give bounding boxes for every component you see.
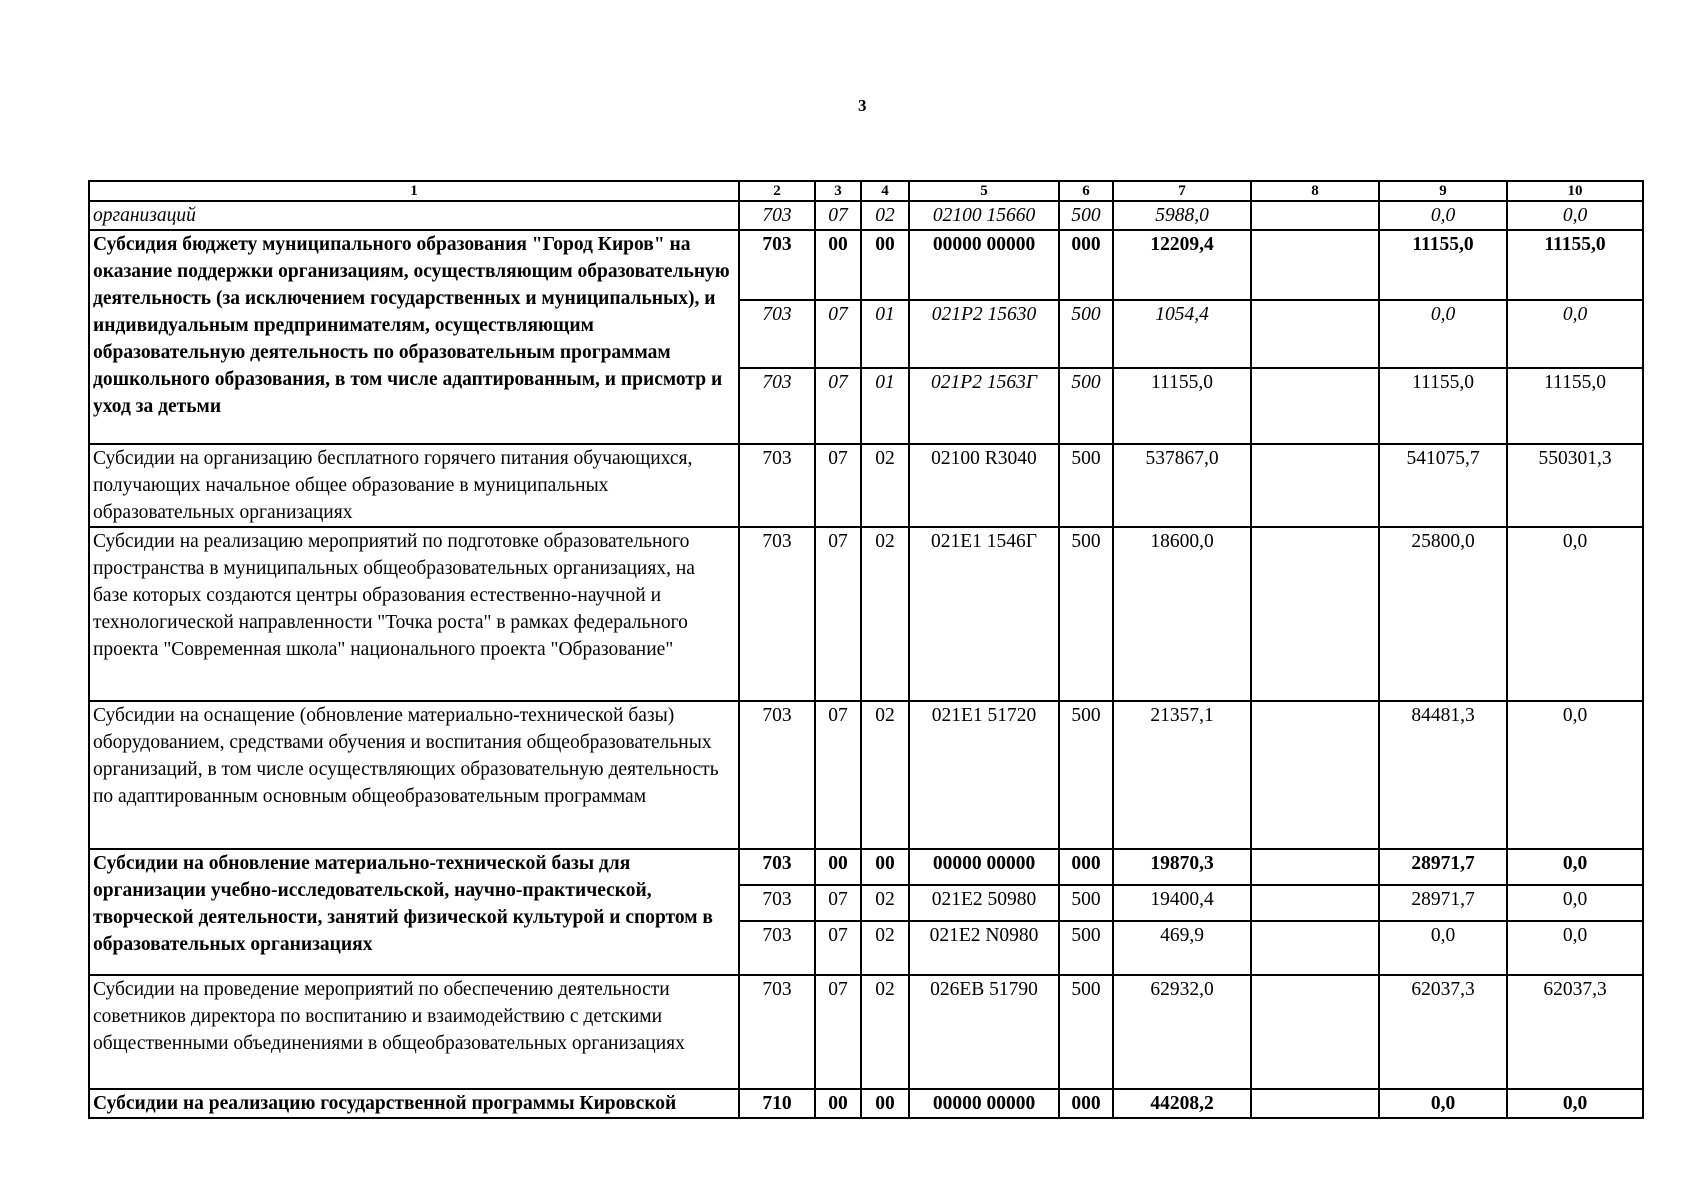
cell-col10: 550301,3 — [1507, 444, 1643, 527]
cell-col8 — [1251, 885, 1379, 921]
cell-col10: 62037,3 — [1507, 975, 1643, 1089]
cell-col4: 02 — [861, 444, 909, 527]
cell-col7: 19400,4 — [1113, 885, 1251, 921]
cell-col6: 000 — [1059, 849, 1113, 885]
cell-col4: 01 — [861, 300, 909, 368]
cell-col9: 0,0 — [1379, 300, 1507, 368]
cell-col8 — [1251, 975, 1379, 1089]
row-description: Субсидия бюджету муниципального образования "Город Киров" на оказание поддержки организациям, осуществляющим образовательную деятельность (за исключением государственных и муниципальных), и индивидуальным предпринимателям, осуществляющим образовательную деятельность по образовательным программам дошкольного образования, в том числе адаптированным, и присмотр и уход за детьми — [89, 230, 739, 444]
cell-col7: 21357,1 — [1113, 701, 1251, 849]
cell-col5: 021E2 N0980 — [909, 921, 1059, 975]
cell-col2: 703 — [739, 701, 815, 849]
cell-col3: 07 — [815, 527, 861, 701]
cell-col3: 00 — [815, 230, 861, 300]
cell-col4: 00 — [861, 1089, 909, 1118]
cell-col2: 703 — [739, 444, 815, 527]
cell-col8 — [1251, 230, 1379, 300]
column-header: 5 — [909, 181, 1059, 201]
cell-col4: 02 — [861, 201, 909, 230]
cell-col3: 07 — [815, 975, 861, 1089]
cell-col8 — [1251, 1089, 1379, 1118]
cell-col3: 07 — [815, 444, 861, 527]
cell-col9: 0,0 — [1379, 201, 1507, 230]
cell-col8 — [1251, 849, 1379, 885]
cell-col9: 11155,0 — [1379, 230, 1507, 300]
cell-col5: 021E1 51720 — [909, 701, 1059, 849]
table-row — [89, 1089, 1643, 1118]
cell-col2: 703 — [739, 849, 815, 885]
cell-col10: 0,0 — [1507, 701, 1643, 849]
cell-col4: 00 — [861, 849, 909, 885]
cell-col7: 5988,0 — [1113, 201, 1251, 230]
cell-col10: 11155,0 — [1507, 230, 1643, 300]
cell-col9: 62037,3 — [1379, 975, 1507, 1089]
cell-col9: 84481,3 — [1379, 701, 1507, 849]
cell-col10: 11155,0 — [1507, 368, 1643, 444]
table-row — [89, 849, 1643, 885]
cell-col3: 07 — [815, 300, 861, 368]
cell-col8 — [1251, 444, 1379, 527]
cell-col10: 0,0 — [1507, 1089, 1643, 1118]
column-header: 3 — [815, 181, 861, 201]
cell-col6: 000 — [1059, 230, 1113, 300]
cell-col3: 07 — [815, 921, 861, 975]
column-header: 6 — [1059, 181, 1113, 201]
cell-col6: 500 — [1059, 921, 1113, 975]
cell-col2: 703 — [739, 885, 815, 921]
cell-col3: 07 — [815, 368, 861, 444]
cell-col8 — [1251, 527, 1379, 701]
cell-col7: 18600,0 — [1113, 527, 1251, 701]
cell-col6: 500 — [1059, 975, 1113, 1089]
cell-col3: 07 — [815, 701, 861, 849]
column-header: 10 — [1507, 181, 1643, 201]
cell-col4: 02 — [861, 527, 909, 701]
cell-col9: 0,0 — [1379, 921, 1507, 975]
cell-col7: 537867,0 — [1113, 444, 1251, 527]
cell-col7: 62932,0 — [1113, 975, 1251, 1089]
cell-col8 — [1251, 201, 1379, 230]
table-row — [89, 701, 1643, 849]
column-header: 9 — [1379, 181, 1507, 201]
cell-col5: 00000 00000 — [909, 849, 1059, 885]
cell-col6: 500 — [1059, 701, 1113, 849]
column-header: 8 — [1251, 181, 1379, 201]
column-header: 1 — [89, 181, 739, 201]
cell-col9: 28971,7 — [1379, 849, 1507, 885]
cell-col7: 11155,0 — [1113, 368, 1251, 444]
row-description: Субсидии на реализацию мероприятий по подготовке образовательного пространства в муниципальных общеобразовательных организациях, на базе которых создаются центры образования естественно-научной и технологической направленности "Точка роста" в рамках федерального проекта "Современная школа" национального проекта "Образование" — [89, 527, 739, 701]
cell-col4: 02 — [861, 921, 909, 975]
cell-col9: 25800,0 — [1379, 527, 1507, 701]
cell-col10: 0,0 — [1507, 201, 1643, 230]
cell-col5: 02100 15660 — [909, 201, 1059, 230]
cell-col6: 500 — [1059, 444, 1113, 527]
cell-col7: 19870,3 — [1113, 849, 1251, 885]
budget-table — [88, 180, 1644, 1119]
page-number: 3 — [858, 96, 867, 115]
cell-col8 — [1251, 921, 1379, 975]
table-row — [89, 444, 1643, 527]
cell-col8 — [1251, 368, 1379, 444]
cell-col3: 00 — [815, 849, 861, 885]
cell-col2: 703 — [739, 201, 815, 230]
cell-col5: 00000 00000 — [909, 1089, 1059, 1118]
column-header: 2 — [739, 181, 815, 201]
row-description: Субсидии на реализацию государственной программы Кировской — [89, 1089, 739, 1118]
cell-col5: 00000 00000 — [909, 230, 1059, 300]
cell-col4: 01 — [861, 368, 909, 444]
column-header: 7 — [1113, 181, 1251, 201]
row-description: Субсидии на организацию бесплатного горячего питания обучающихся, получающих начальное общее образование в муниципальных образовательных организациях — [89, 444, 739, 527]
cell-col5: 021P2 15630 — [909, 300, 1059, 368]
cell-col3: 07 — [815, 201, 861, 230]
table-row — [89, 230, 1643, 300]
cell-col7: 12209,4 — [1113, 230, 1251, 300]
cell-col6: 500 — [1059, 368, 1113, 444]
cell-col2: 703 — [739, 368, 815, 444]
table-row — [89, 975, 1643, 1089]
cell-col2: 703 — [739, 230, 815, 300]
cell-col7: 469,9 — [1113, 921, 1251, 975]
cell-col5: 021P2 1563Г — [909, 368, 1059, 444]
cell-col6: 500 — [1059, 885, 1113, 921]
cell-col6: 000 — [1059, 1089, 1113, 1118]
cell-col3: 00 — [815, 1089, 861, 1118]
cell-col2: 703 — [739, 527, 815, 701]
cell-col6: 500 — [1059, 527, 1113, 701]
cell-col5: 021E2 50980 — [909, 885, 1059, 921]
cell-col10: 0,0 — [1507, 885, 1643, 921]
cell-col10: 0,0 — [1507, 300, 1643, 368]
cell-col8 — [1251, 701, 1379, 849]
table-row — [89, 527, 1643, 701]
cell-col6: 500 — [1059, 300, 1113, 368]
cell-col9: 541075,7 — [1379, 444, 1507, 527]
cell-col9: 0,0 — [1379, 1089, 1507, 1118]
cell-col2: 703 — [739, 300, 815, 368]
cell-col10: 0,0 — [1507, 849, 1643, 885]
cell-col9: 28971,7 — [1379, 885, 1507, 921]
table-row — [89, 201, 1643, 230]
cell-col7: 1054,4 — [1113, 300, 1251, 368]
cell-col3: 07 — [815, 885, 861, 921]
cell-col4: 00 — [861, 230, 909, 300]
cell-col9: 11155,0 — [1379, 368, 1507, 444]
cell-col7: 44208,2 — [1113, 1089, 1251, 1118]
cell-col10: 0,0 — [1507, 527, 1643, 701]
cell-col4: 02 — [861, 701, 909, 849]
cell-col2: 710 — [739, 1089, 815, 1118]
cell-col10: 0,0 — [1507, 921, 1643, 975]
cell-col4: 02 — [861, 975, 909, 1089]
cell-col2: 703 — [739, 975, 815, 1089]
cell-col5: 026EB 51790 — [909, 975, 1059, 1089]
cell-col6: 500 — [1059, 201, 1113, 230]
cell-col5: 02100 R3040 — [909, 444, 1059, 527]
row-description: Субсидии на проведение мероприятий по обеспечению деятельности советников директора по воспитанию и взаимодействию с детскими общественными объединениями в общеобразовательных организациях — [89, 975, 739, 1089]
column-header: 4 — [861, 181, 909, 201]
table-header-row — [89, 181, 1643, 201]
row-description: организаций — [89, 201, 739, 230]
cell-col5: 021E1 1546Г — [909, 527, 1059, 701]
cell-col4: 02 — [861, 885, 909, 921]
row-description: Субсидии на оснащение (обновление материально-технической базы) оборудованием, средствами обучения и воспитания общеобразовательных организаций, в том числе осуществляющих образовательную деятельность по адаптированным основным общеобразовательным программам — [89, 701, 739, 849]
cell-col8 — [1251, 300, 1379, 368]
cell-col2: 703 — [739, 921, 815, 975]
row-description: Субсидии на обновление материально-технической базы для организации учебно-исследовательской, научно-практической, творческой деятельности, занятий физической культурой и спортом в образовательных организациях — [89, 849, 739, 975]
